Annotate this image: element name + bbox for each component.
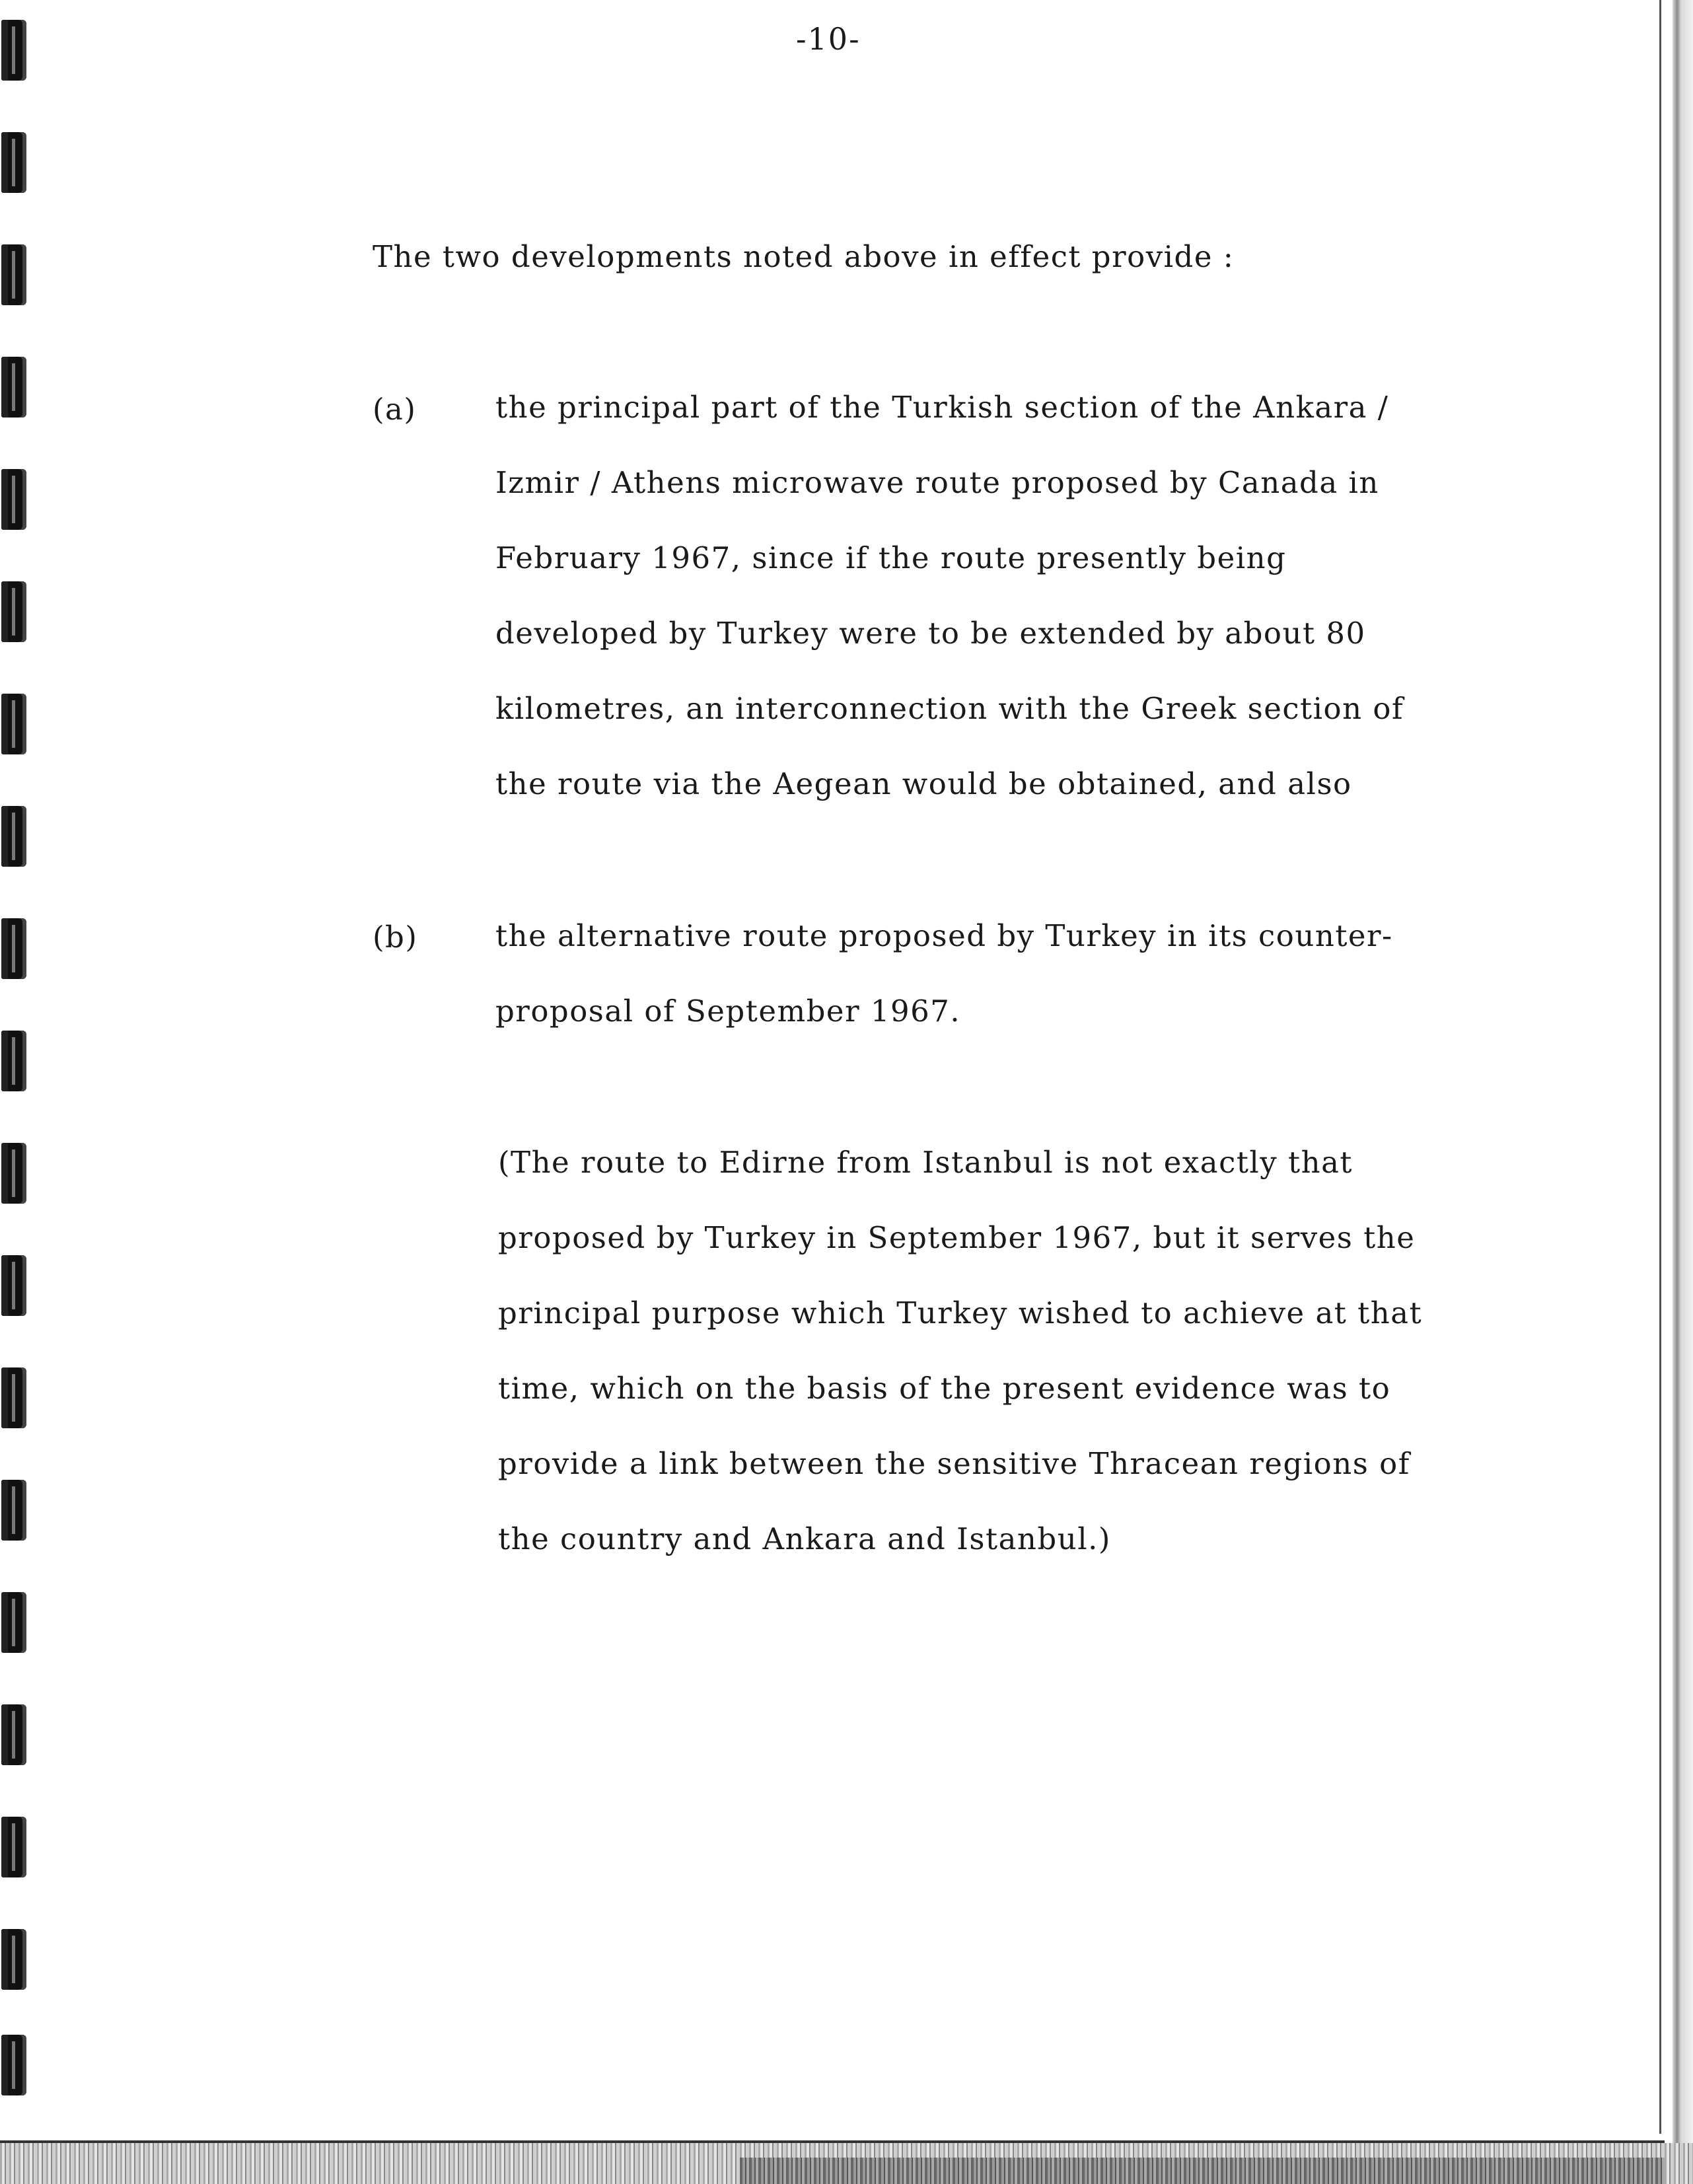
item-a-line: developed by Turkey were to be extended by about 80	[495, 616, 1366, 651]
binder-ring-icon	[1, 1704, 26, 1765]
binder-ring-icon	[1, 1480, 26, 1541]
binder-ring-icon	[1, 1143, 26, 1204]
item-b-line: proposal of September 1967.	[495, 994, 961, 1029]
binder-ring-icon	[1, 132, 26, 193]
binder-ring-icon	[1, 2035, 26, 2095]
item-a-line: kilometres, an interconnection with the Greek section of	[495, 691, 1404, 726]
item-b-line: the alternative route proposed by Turkey in its counter-	[495, 918, 1393, 953]
binder-ring-icon	[1, 1255, 26, 1316]
note-line: proposed by Turkey in September 1967, but it serves the	[498, 1220, 1416, 1255]
page-number: -10-	[796, 21, 861, 57]
item-b-marker: (b)	[373, 920, 418, 955]
note-line: time, which on the basis of the present evidence was to	[498, 1371, 1391, 1406]
binder-ring-icon	[1, 1817, 26, 1877]
binder-holes	[0, 0, 40, 2184]
binder-ring-icon	[1, 1031, 26, 1091]
binder-ring-icon	[1, 1592, 26, 1653]
binder-ring-icon	[1, 1367, 26, 1428]
note-line: (The route to Edirne from Istanbul is not exactly that	[498, 1145, 1353, 1180]
scan-noise-dark	[740, 2158, 1665, 2184]
binder-ring-icon	[1, 244, 26, 305]
binder-ring-icon	[1, 469, 26, 530]
item-a-marker: (a)	[373, 392, 417, 427]
note-line: the country and Ankara and Istanbul.)	[498, 1521, 1111, 1556]
item-a-line: the principal part of the Turkish section of the Ankara /	[495, 390, 1389, 425]
binder-ring-icon	[1, 806, 26, 867]
note-line: provide a link between the sensitive Thracean regions of	[498, 1446, 1410, 1481]
binder-ring-icon	[1, 357, 26, 418]
binder-ring-icon	[1, 918, 26, 979]
item-a-line: February 1967, since if the route presently being	[495, 540, 1287, 575]
binder-ring-icon	[1, 694, 26, 754]
binder-ring-icon	[1, 581, 26, 642]
note-line: principal purpose which Turkey wished to achieve at that	[498, 1295, 1423, 1330]
item-a-line: Izmir / Athens microwave route proposed by Canada in	[495, 465, 1379, 500]
page-edge-shadow	[1661, 0, 1693, 2184]
intro-paragraph: The two developments noted above in effect provide :	[373, 239, 1235, 274]
binder-ring-icon	[1, 20, 26, 81]
item-a-line: the route via the Aegean would be obtained, and also	[495, 766, 1352, 801]
binder-ring-icon	[1, 1929, 26, 1990]
